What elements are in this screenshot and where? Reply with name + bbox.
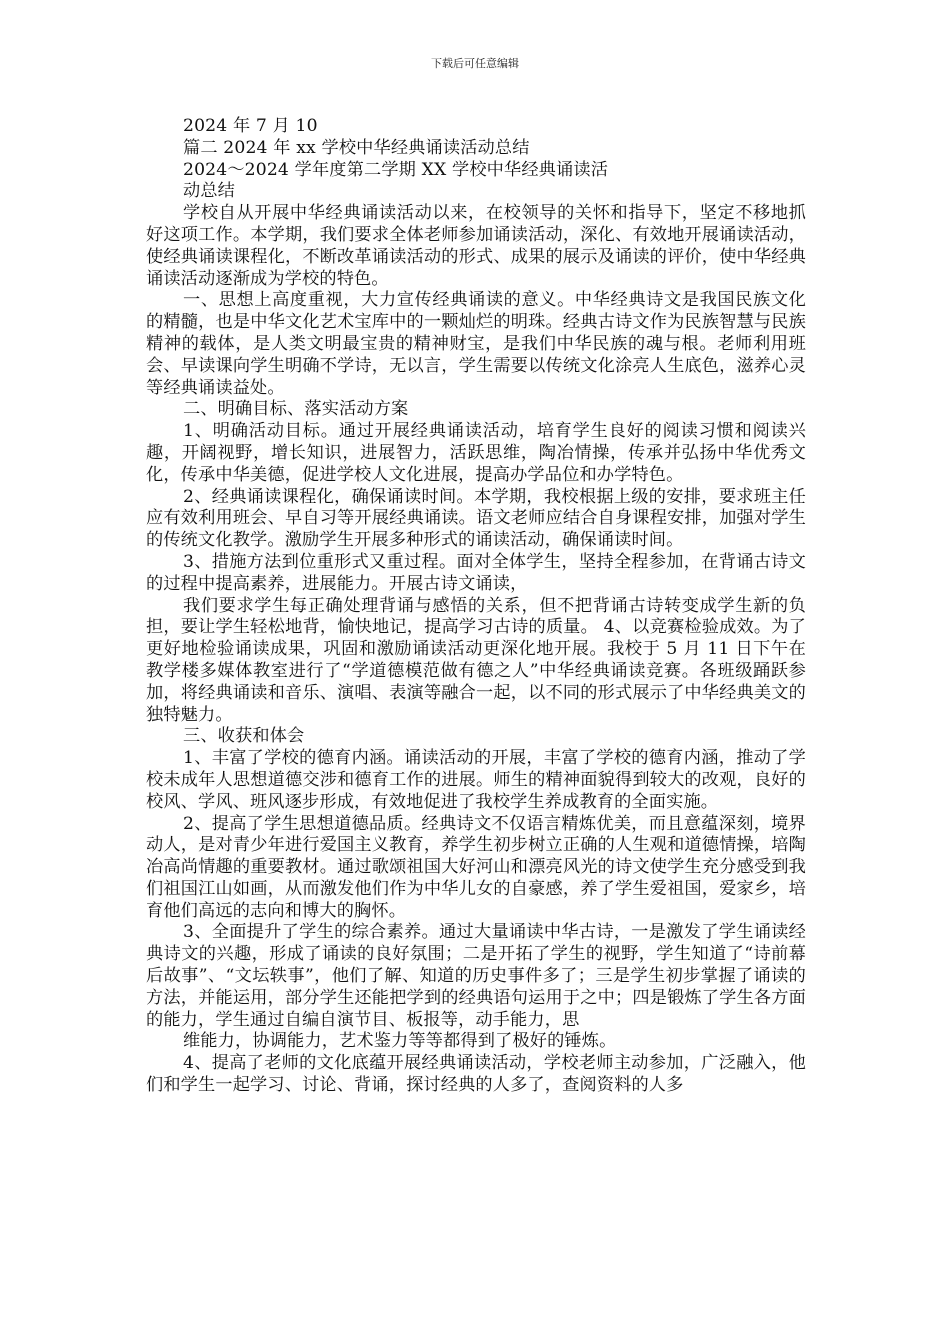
paragraph-3-3-continued: 维能力，协调能力，艺术鉴力等等都得到了极好的锤炼。 <box>183 1031 617 1052</box>
heading-section-2: 二、明确目标、落实活动方案 <box>183 399 409 420</box>
paragraph-section-1: 一、思想上高度重视，大力宣传经典诵读的意义。中华经典诗文是我国民族文化的精髓，也是中华文化艺术宝库中的一颗灿烂的明珠。经典古诗文作为民族智慧与民族精神的载体，是人类文明最宝贵的精神财宝，是我们中华民族的魂与根。老师利用班会、早读课向学生明确不学诗，无以言，学生需要以传统文化涂亮人生底色，滋养心灵等经典诵读益处。 <box>146 290 806 398</box>
document-title-line-2: 动总结 <box>183 181 236 202</box>
paragraph-3-2: 2、提高了学生思想道德品质。经典诗文不仅语言精炼优美，而且意蕴深刻，境界动人，是对青少年进行爱国主义教育，养学生初步树立正确的人生观和道德情操，培陶冶高尚情趣的重要教材。通过歌颂祖国大好河山和漂亮风光的诗文使学生充分感受到我们祖国江山如画，从而激发他们作为中华儿女的自豪感，养了学生爱祖国，爱家乡，培育他们高远的志向和博大的胸怀。 <box>146 813 806 921</box>
paragraph-3-3: 3、全面提升了学生的综合素养。通过大量诵读中华古诗，一是激发了学生诵读经典诗文的兴趣，形成了诵读的良好氛围；二是开拓了学生的视野，学生知道了“诗前幕后故事”、“文坛轶事”，他们了解、知道的历史事件多了；三是学生初步掌握了诵读的方法，并能运用，部分学生还能把学到的经典语句运用于之中；四是锻炼了学生各方面的能力，学生通过自编自演节目、板报等，动手能力，思 <box>146 922 806 1030</box>
paragraph-2-1: 1、明确活动目标。通过开展经典诵读活动，培育学生良好的阅读习惯和阅读兴趣，开阔视野，增长知识，进展智力，活跃思维，陶冶情操，传承并弘扬中华优秀文化，传承中华美德，促进学校人文化进展，提高办学品位和办学特色。 <box>146 421 806 485</box>
paragraph-2-2: 2、经典诵读课程化，确保诵读时间。本学期，我校根据上级的安排，要求班主任应有效利用班会、早自习等开展经典诵读。语文老师应结合自身课程安排，加强对学生的传统文化教学。激励学生开展多种形式的诵读活动，确保诵读时间。 <box>146 486 806 551</box>
document-title-line-1: 2024～2024 学年度第二学期 XX 学校中华经典诵读活 <box>183 159 609 180</box>
paragraph-intro: 学校自从开展中华经典诵读活动以来，在校领导的关怀和指导下，坚定不移地抓好这项工作。本学期，我们要求全体老师参加诵读活动，深化、有效地开展诵读活动，使经典诵读课程化，不断改革诵读活动的形式、成果的展示及诵读的评价，使中华经典诵读活动逐渐成为学校的特色。 <box>146 203 806 289</box>
page-header-note: 下载后可任意编辑 <box>431 57 519 70</box>
date-line: 2024 年 7 月 10 <box>183 116 318 136</box>
paragraph-3-1: 1、丰富了学校的德育内涵。诵读活动的开展，丰富了学校的德育内涵，推动了学校未成年人思想道德交涉和德育工作的进展。师生的精神面貌得到较大的改观，良好的校风、学风、班风逐步形成，有效地促进了我校学生养成教育的全面实施。 <box>146 748 806 812</box>
section-title: 篇二 2024 年 xx 学校中华经典诵读活动总结 <box>183 137 530 158</box>
paragraph-2-3-continued: 我们要求学生每正确处理背诵与感悟的关系，但不把背诵古诗转变成学生新的负担，要让学生轻松地背，愉快地记，提高学习古诗的质量。 4、以竞赛检验成效。为了更好地检验诵读成果，巩固和激励诵读活动更深化地开展。我校于 5 月 11 日下午在教学楼多媒体教室进行了“学道德模范做有德之人”中华经典诵读竞赛。各班级踊跃参加，将经典诵读和音乐、演唱、表演等融合一起，以不同的形式展示了中华经典美文的独特魅力。 <box>146 595 806 725</box>
document-body <box>146 116 806 1097</box>
heading-section-3: 三、收获和体会 <box>183 726 305 747</box>
paragraph-2-3: 3、措施方法到位重形式又重过程。面对全体学生，坚持全程参加，在背诵古诗文的过程中提高素养，进展能力。开展古诗文诵读， <box>146 551 806 594</box>
paragraph-3-4: 4、提高了老师的文化底蕴开展经典诵读活动，学校老师主动参加，广泛融入，他们和学生一起学习、讨论、背诵，探讨经典的人多了，查阅资料的人多 <box>146 1053 806 1096</box>
